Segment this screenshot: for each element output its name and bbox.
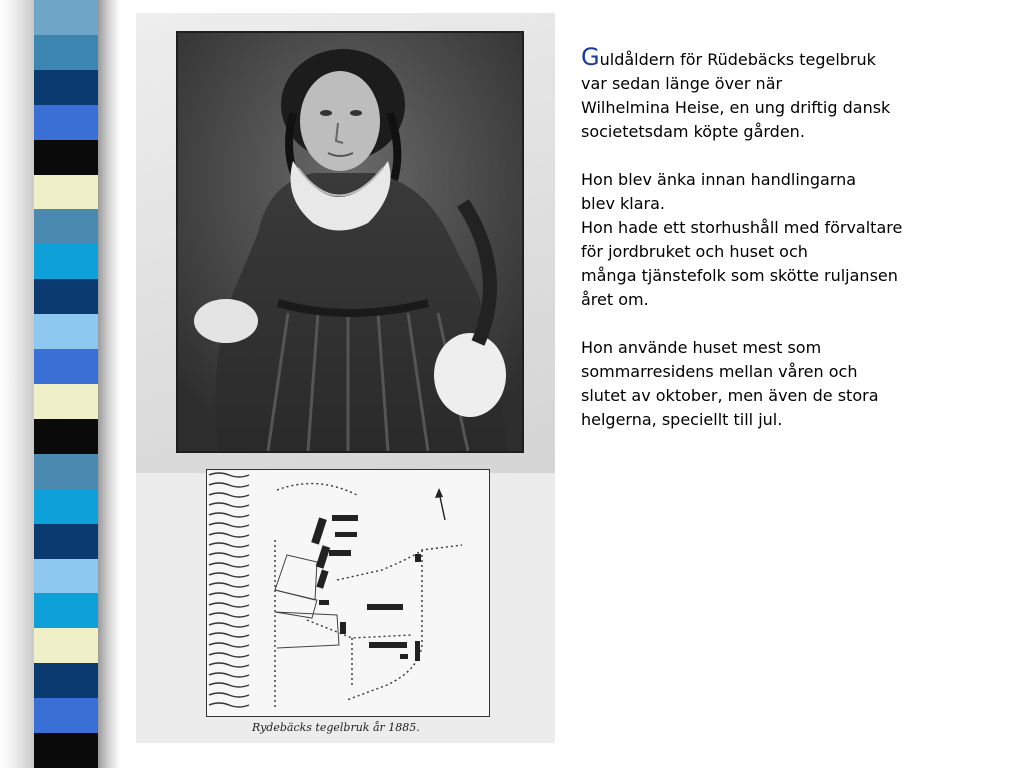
stripe-band xyxy=(34,593,98,628)
text-line: Hon blev änka innan handlingarna xyxy=(581,170,857,189)
stripe-edge-shadow xyxy=(98,0,120,768)
stripe-band xyxy=(34,663,98,698)
stripe-band xyxy=(34,35,98,70)
drop-cap: G xyxy=(581,43,600,71)
stripe-band xyxy=(34,628,98,663)
text-line: för jordbruket och huset och xyxy=(581,242,808,261)
text-line: många tjänstefolk som skötte ruljansen xyxy=(581,266,898,285)
stripe-band xyxy=(34,489,98,524)
scanned-page xyxy=(136,13,555,743)
decorative-stripe xyxy=(34,0,98,768)
stripe-band xyxy=(34,140,98,175)
text-line: Hon använde huset mest som xyxy=(581,338,822,357)
stripe-band xyxy=(34,244,98,279)
paragraph-2 xyxy=(581,168,981,312)
line-text: uldåldern för Rüdebäcks tegelbruk xyxy=(599,50,876,69)
stripe-band xyxy=(34,105,98,140)
stripe-band xyxy=(34,349,98,384)
text-line: blev klara. xyxy=(581,194,665,213)
portrait-illustration xyxy=(178,33,522,451)
map-illustration xyxy=(207,470,488,715)
stripe-band xyxy=(34,559,98,594)
text-line: Wilhelmina Heise, en ung driftig dansk xyxy=(581,98,891,117)
stripe-band xyxy=(34,698,98,733)
stripe-band xyxy=(34,733,98,768)
stripe-band xyxy=(34,314,98,349)
stripe-band xyxy=(34,279,98,314)
text-line: året om. xyxy=(581,290,649,309)
body-text xyxy=(581,43,981,456)
stripe-band xyxy=(34,454,98,489)
text-line: Hon hade ett storhushåll med förvaltare xyxy=(581,218,903,237)
stripe-band xyxy=(34,209,98,244)
text-line: var sedan länge över när xyxy=(581,74,783,93)
map-caption: Rydebäcks tegelbruk år 1885. xyxy=(252,721,420,734)
portrait-photo xyxy=(176,31,524,453)
text-line xyxy=(581,43,981,72)
stripe-band xyxy=(34,175,98,210)
paragraph-1 xyxy=(581,43,981,144)
stripe-band xyxy=(34,0,98,35)
text-line: helgerna, speciellt till jul. xyxy=(581,410,783,429)
stripe-shadow xyxy=(0,0,34,768)
stripe-band xyxy=(34,384,98,419)
stripe-band xyxy=(34,419,98,454)
stripe-band xyxy=(34,524,98,559)
paragraph-3 xyxy=(581,336,981,432)
text-line: slutet av oktober, men även de stora xyxy=(581,386,879,405)
text-line: societetsdam köpte gården. xyxy=(581,122,805,141)
estate-map xyxy=(206,469,490,717)
text-line: sommarresidens mellan våren och xyxy=(581,362,858,381)
stripe-band xyxy=(34,70,98,105)
